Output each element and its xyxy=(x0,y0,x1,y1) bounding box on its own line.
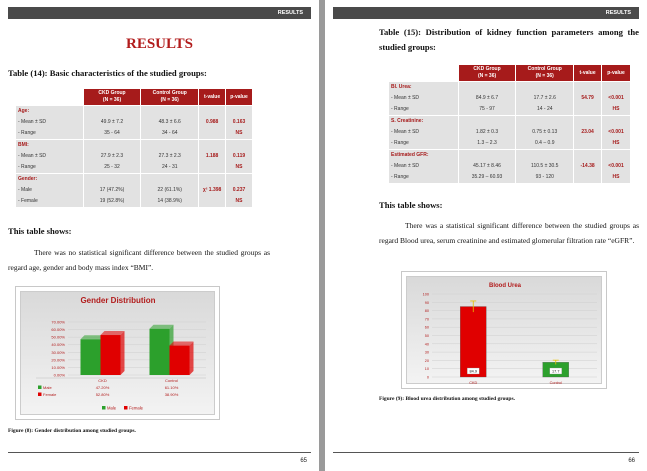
page-65 xyxy=(0,0,319,471)
table-row: Bl. Urea: - Mean ± SD - Range 84.9 ± 6.7 75 - 97 17.7 ± 2.6 14 - 24 54.79 <0.001 HS xyxy=(389,82,631,116)
legend-swatch xyxy=(38,393,42,397)
table-header-control: Control Group (N = 36) xyxy=(516,65,574,82)
bar-side xyxy=(121,331,125,375)
x-tick-label: CKD xyxy=(98,378,107,383)
bar xyxy=(460,307,486,377)
data-table-value: 47.20% xyxy=(95,385,110,390)
y-tick-label: 0 xyxy=(426,375,429,380)
legend-swatch xyxy=(124,406,128,410)
y-tick-label: 90 xyxy=(424,300,429,305)
x-tick-label: CKD xyxy=(469,381,478,385)
y-tick-label: 50 xyxy=(424,334,429,338)
chart-title: Gender Distribution xyxy=(80,296,156,305)
chart-title: Blood Urea xyxy=(488,283,522,289)
y-tick-label: 30.00% xyxy=(51,349,65,355)
y-tick-label: 10.00% xyxy=(51,364,65,370)
y-tick-label: 10 xyxy=(424,367,429,372)
page-66 xyxy=(325,0,647,471)
y-tick-label: 40.00% xyxy=(51,342,65,348)
data-table-series: Male xyxy=(43,385,52,390)
y-tick-label: 20 xyxy=(424,358,429,363)
footer-rule xyxy=(8,452,311,453)
y-tick-label: 70.00% xyxy=(51,319,65,325)
y-tick-label: 100 xyxy=(422,292,429,297)
running-header: RESULTS xyxy=(333,7,639,19)
x-tick-label: Control xyxy=(165,378,178,383)
bar-male xyxy=(150,329,170,375)
data-table-value: 61.10% xyxy=(164,385,179,390)
running-header: RESULTS xyxy=(8,7,311,19)
table-caption: Table (14): Basic characteristics of the studied groups: xyxy=(8,68,207,78)
y-tick-label: 70 xyxy=(424,317,429,322)
table-row: BMI: - Mean ± SD - Range 27.9 ± 2.3 25 - 32 27.3 ± 2.3 24 - 31 1.188 0.119 NS xyxy=(16,140,253,174)
blood-urea-chart xyxy=(401,271,607,389)
kidney-function-table xyxy=(388,64,631,184)
characteristics-table xyxy=(15,88,253,208)
footer-rule xyxy=(333,452,639,453)
table-row: Gender: - Male - Female 17 (47.2%) 19 (52.8%) 22 (61.1%) 14 (38.9%) χ² 1.398 0.237 NS xyxy=(16,174,253,208)
data-label: 17.7 xyxy=(552,369,560,374)
bar-top xyxy=(101,331,125,335)
data-table-value: 38.90% xyxy=(164,392,179,397)
bar-female xyxy=(170,346,190,375)
table-row: S. Creatinine: - Mean ± SD - Range 1.82 ± 0.3 1.3 – 2.3 0.75 ± 0.13 0.4 – 0.9 23.04 <0.001 HS xyxy=(389,116,631,150)
blood-urea-chart-svg xyxy=(402,272,608,390)
y-tick-label: 0.00% xyxy=(53,372,65,378)
bar-top xyxy=(150,325,174,329)
y-tick-label: 80 xyxy=(424,309,429,314)
gender-chart xyxy=(15,286,220,420)
table-header-t: t-value xyxy=(199,89,226,106)
page-number: 66 xyxy=(628,458,635,464)
legend-label: Male xyxy=(107,405,117,411)
data-label: 84.9 xyxy=(469,369,477,374)
bar-female xyxy=(101,335,121,375)
gender-chart-svg xyxy=(16,287,221,421)
result-paragraph: There was a statistical significant difference between the studied groups as regard Blood urea, serum creatinine and estimated glomerular filtration rate “eGFR”. xyxy=(379,221,639,245)
bar-top xyxy=(170,342,194,346)
x-tick-label: Control xyxy=(549,381,562,385)
data-table-series: Female xyxy=(43,392,57,397)
table-shows-heading: This table shows: xyxy=(8,226,72,236)
table-shows-heading: This table shows: xyxy=(379,200,443,210)
y-tick-label: 60.00% xyxy=(51,327,65,333)
result-paragraph: There was no statistical significant difference between the studied groups as regard age, gender and body mass index “BMI”. xyxy=(8,248,270,272)
y-tick-label: 40 xyxy=(424,342,429,347)
legend-swatch xyxy=(102,406,106,410)
table-row: Age: - Mean ± SD - Range 49.9 ± 7.2 35 - 64 48.3 ± 6.6 34 - 64 0.988 0.163 NS xyxy=(16,106,253,140)
figure-caption: Figure (9): Blood urea distribution among studied groups. xyxy=(379,396,515,402)
table-caption: Table (15): Distribution of kidney function parameters among the studied groups: xyxy=(379,27,639,52)
legend-swatch xyxy=(38,386,42,390)
table-header-t: t-value xyxy=(574,65,602,82)
table-header-p: p-value xyxy=(602,65,631,82)
table-header-control: Control Group (N = 36) xyxy=(141,89,199,106)
y-tick-label: 30 xyxy=(424,350,429,355)
table-corner xyxy=(389,65,459,82)
page-title: RESULTS xyxy=(126,36,193,52)
y-tick-label: 60 xyxy=(424,325,429,330)
bar-male xyxy=(81,339,101,375)
table-header-ckd: CKD Group (N = 36) xyxy=(83,89,141,106)
table-corner xyxy=(16,89,84,106)
table-row: Estimated GFR: - Mean ± SD - Range 45.17 ± 8.46 35.29 – 60.93 110.5 ± 30.5 93 - 120 -14.38 <0.001 HS xyxy=(389,150,631,184)
y-tick-label: 20.00% xyxy=(51,357,65,363)
bar-side xyxy=(190,342,194,375)
y-tick-label: 50.00% xyxy=(51,334,65,340)
table-header-p: p-value xyxy=(226,89,253,106)
data-table-value: 52.80% xyxy=(95,392,110,397)
table-header-ckd: CKD Group (N = 36) xyxy=(458,65,516,82)
legend-label: Female xyxy=(129,405,143,411)
page-number: 65 xyxy=(300,458,307,464)
figure-caption: Figure (8): Gender distribution among studied groups. xyxy=(8,428,136,434)
